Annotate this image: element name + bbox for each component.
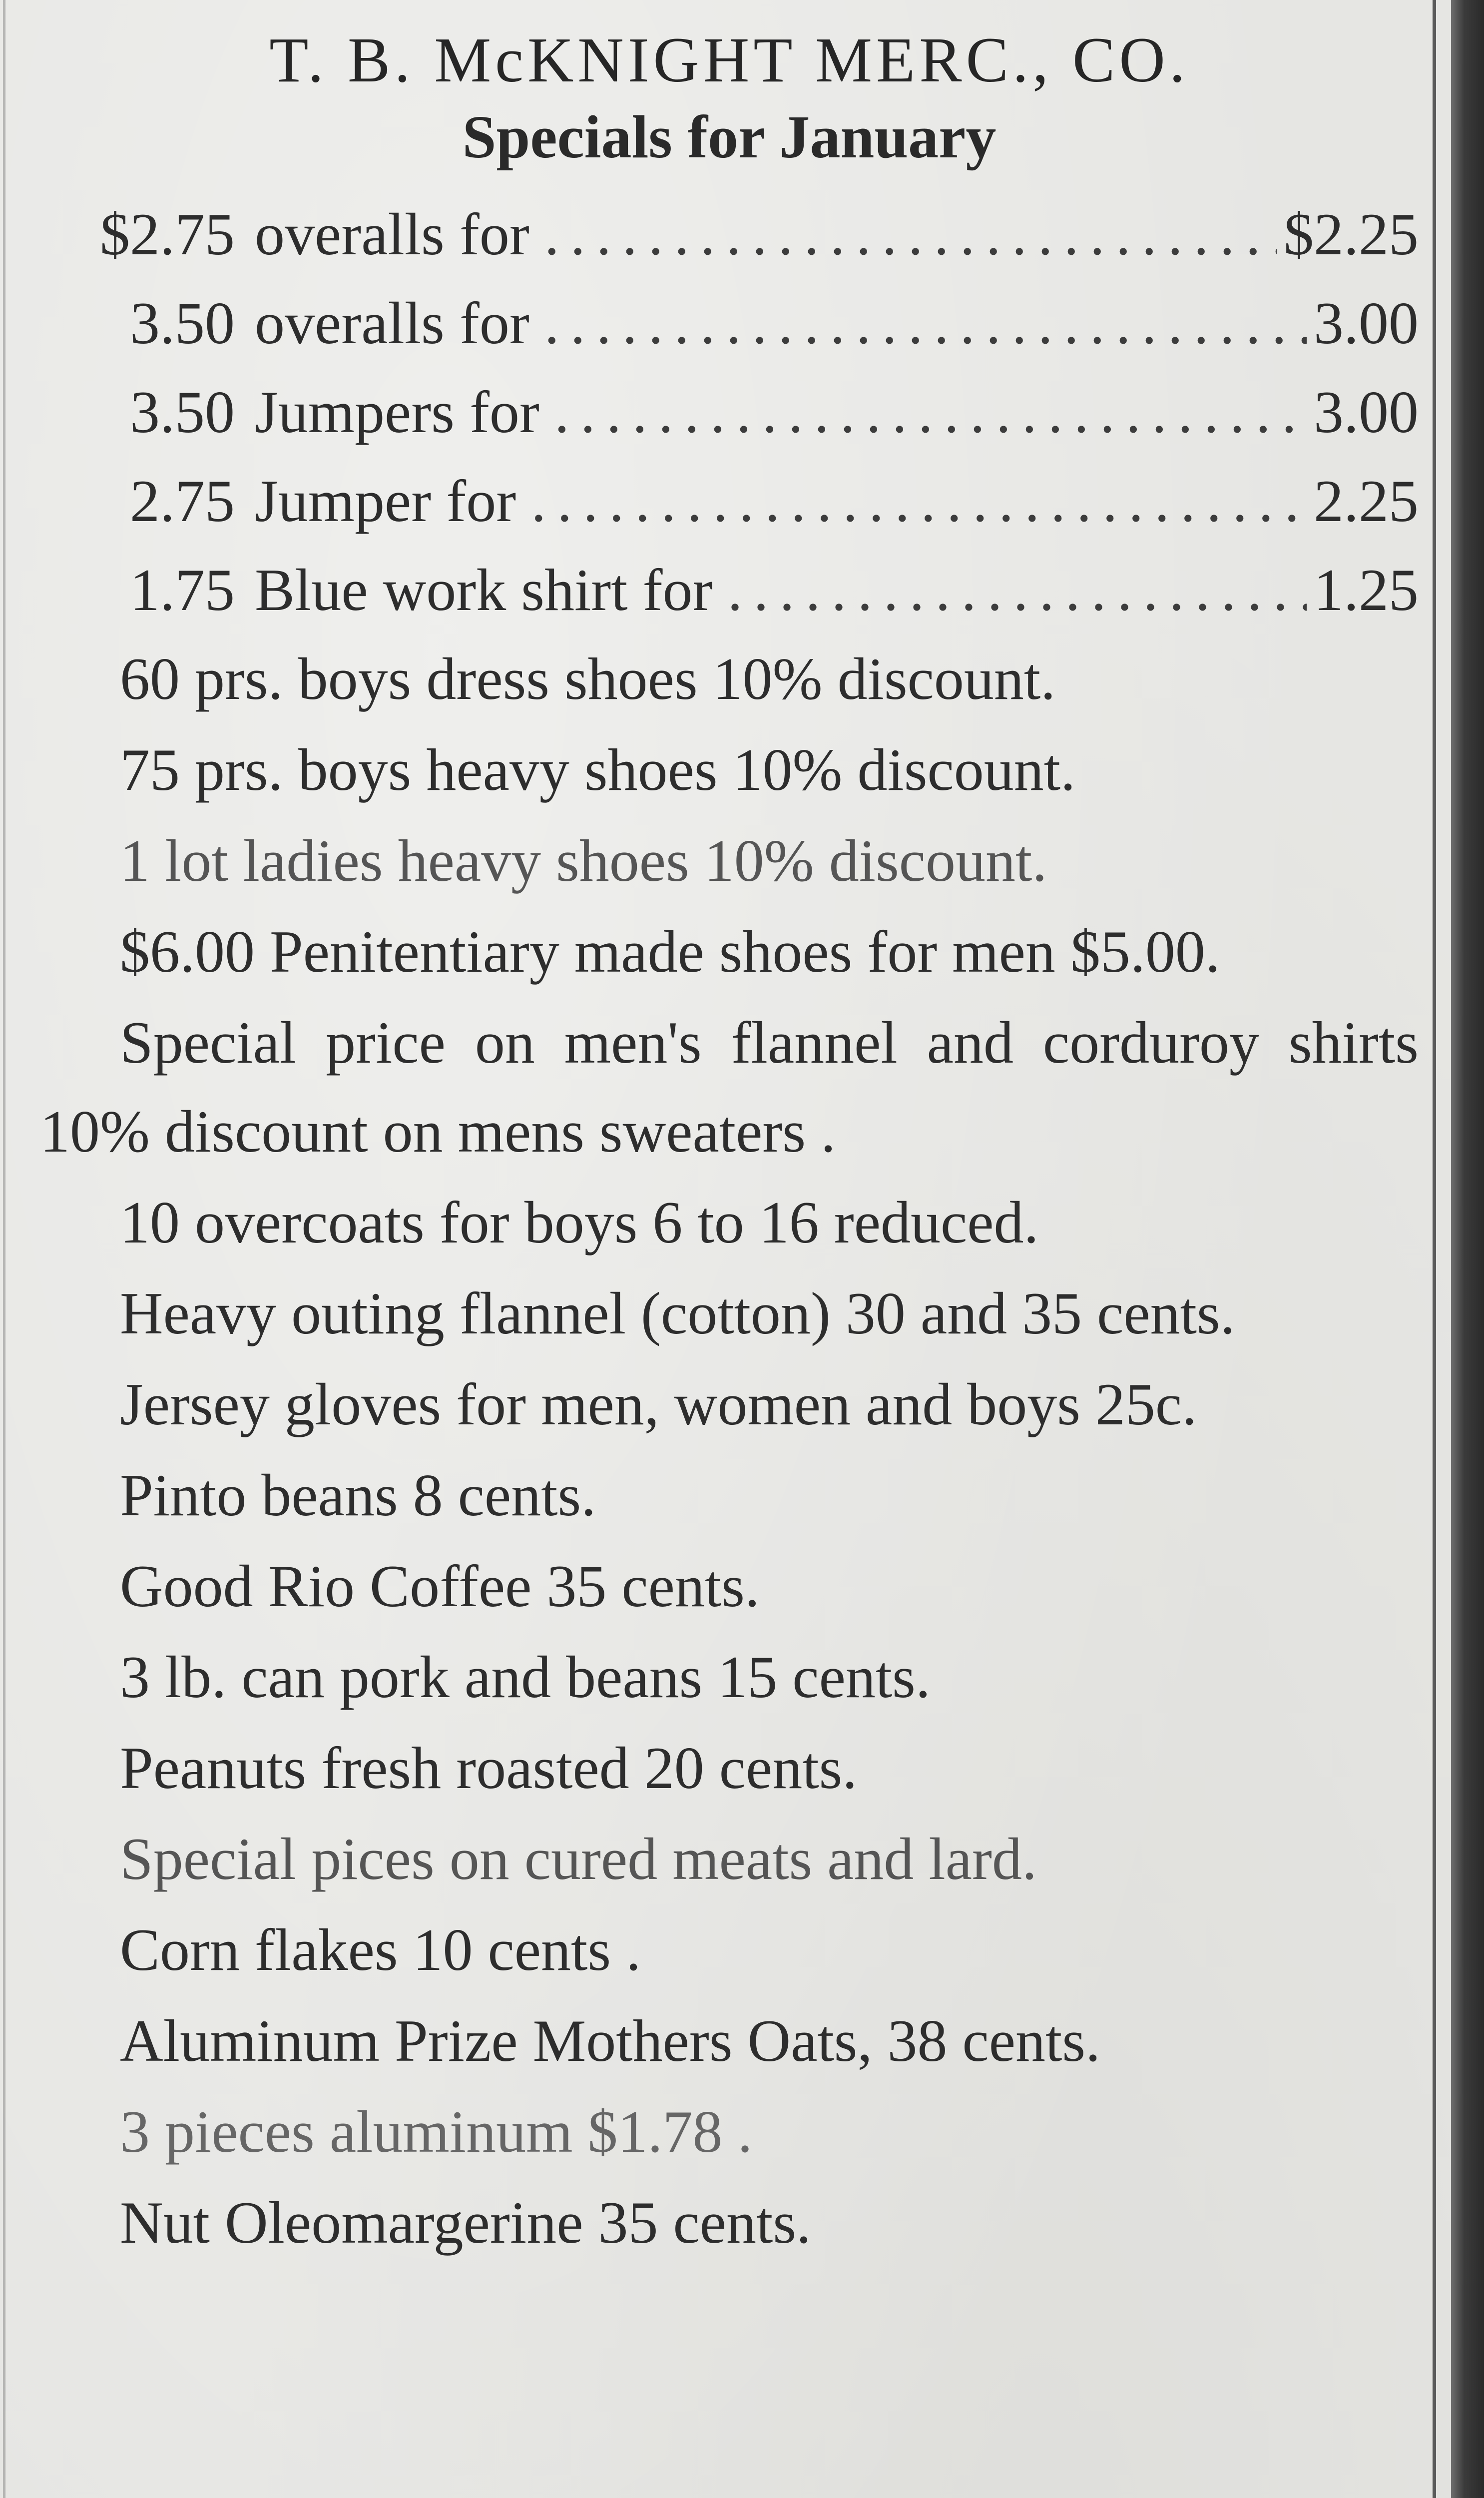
special-item: Peanuts fresh roasted 20 cents. <box>120 1735 858 1801</box>
special-item: $6.00 Penitentiary made shoes for men $5.00. <box>120 918 1220 985</box>
special-item: Good Rio Coffee 35 cents. <box>120 1553 760 1619</box>
dot-leader <box>544 279 1307 368</box>
dot-leader <box>544 190 1277 279</box>
price-line <box>40 190 1419 279</box>
sale-price: 3.00 <box>1314 379 1419 445</box>
special-item: 75 prs. boys heavy shoes 10% discount. <box>120 736 1076 803</box>
special-item: Pinto beans 8 cents. <box>120 1462 596 1528</box>
item-name: Jumpers for <box>255 379 539 445</box>
dot-leader <box>728 546 1307 634</box>
store-name: T. B. McKNIGHT MERC., CO. <box>269 24 1189 95</box>
column-rule-left <box>3 0 5 2498</box>
special-item: Corn flakes 10 cents . <box>120 1916 641 1983</box>
old-price: 3.50 <box>130 379 235 445</box>
price-line <box>40 368 1419 457</box>
item-name: overalls for <box>255 201 529 267</box>
item-name: Blue work shirt for <box>255 557 713 623</box>
special-item: Heavy outing flannel (cotton) 30 and 35 cents. <box>120 1280 1235 1346</box>
advertisement <box>40 20 1419 2269</box>
special-item: Jersey gloves for men, women and boys 25c. <box>120 1371 1197 1437</box>
item-name: overalls for <box>255 290 529 356</box>
special-item: 60 prs. boys dress shoes 10% discount. <box>120 645 1056 712</box>
sale-price: 1.25 <box>1314 557 1419 623</box>
special-item: Aluminum Prize Mothers Oats, 38 cents. <box>120 2007 1101 2074</box>
special-item: Special pices on cured meats and lard. <box>120 1826 1037 1892</box>
price-line <box>40 457 1419 546</box>
old-price: 1.75 <box>130 557 235 623</box>
sale-price: $2.25 <box>1284 201 1419 267</box>
special-item: Nut Oleomargerine 35 cents. <box>120 2189 812 2256</box>
special-item: 10 overcoats for boys 6 to 16 reduced. <box>120 1189 1039 1255</box>
scan-edge <box>1451 0 1484 2498</box>
dot-leader <box>554 368 1307 457</box>
special-item: 3 lb. can pork and beans 15 cents. <box>120 1644 931 1710</box>
special-item: Special price on men's flannel and corduroy shirts 10% discount on mens sweaters . <box>40 1009 1419 1165</box>
sale-price: 3.00 <box>1314 290 1419 356</box>
item-name: Jumper for <box>255 468 516 534</box>
dot-leader <box>531 457 1307 546</box>
old-price: 2.75 <box>130 468 235 534</box>
ad-subtitle: Specials for January <box>462 103 996 171</box>
special-item: 3 pieces aluminum $1.78 . <box>120 2098 753 2165</box>
special-item: 1 lot ladies heavy shoes 10% discount. <box>120 827 1047 894</box>
price-line <box>40 546 1419 634</box>
sale-price: 2.25 <box>1314 468 1419 534</box>
price-line <box>40 279 1419 368</box>
column-rule-right <box>1433 0 1436 2498</box>
old-price: $2.75 <box>100 201 235 267</box>
old-price: 3.50 <box>130 290 235 356</box>
